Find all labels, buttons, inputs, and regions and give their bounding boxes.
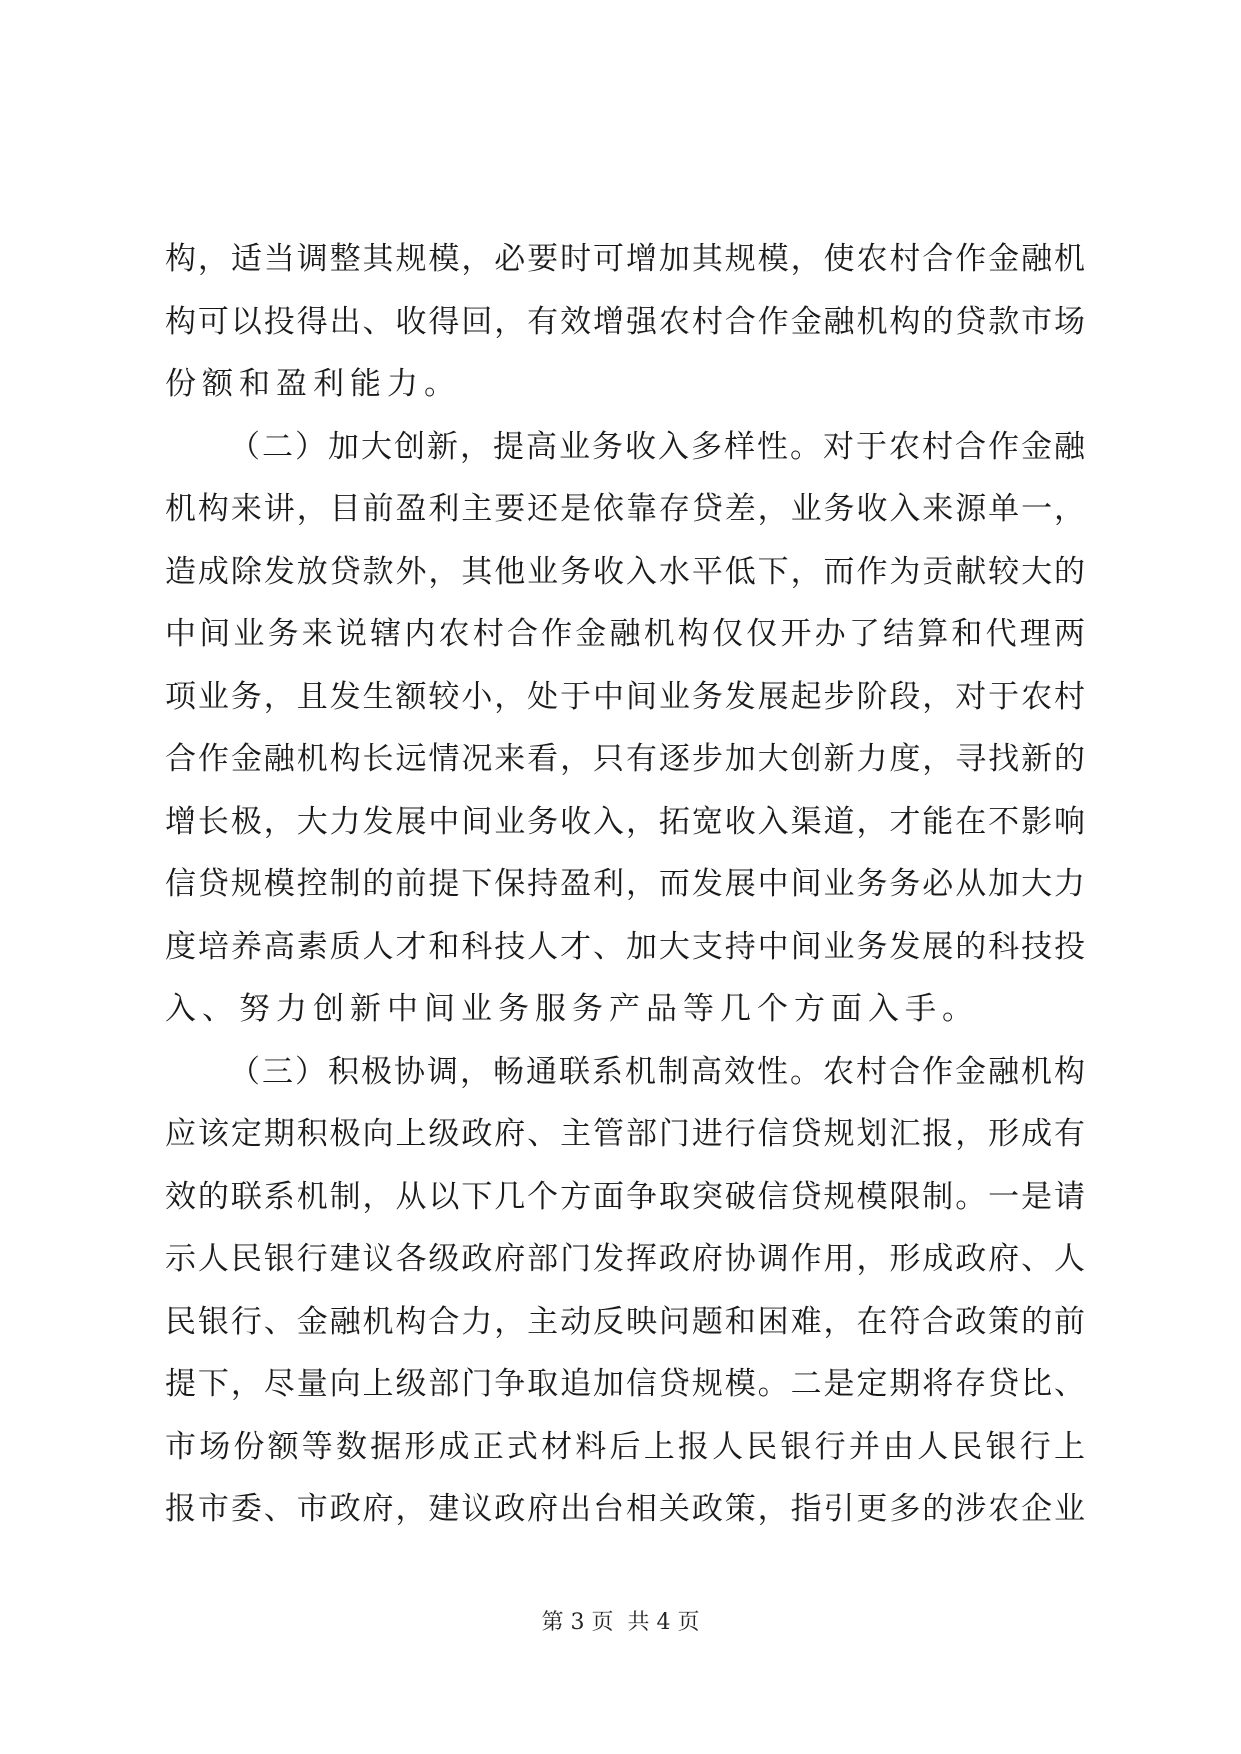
document-body xyxy=(165,228,1085,1541)
text-line: 构可以投得出、收得回，有效增强农村合作金融机构的贷款市场 xyxy=(165,303,1085,340)
text-line: 报市委、市政府，建议政府出台相关政策，指引更多的涉农企业 xyxy=(165,1491,1085,1527)
text-line: 信贷规模控制的前提下保持盈利，而发展中间业务务必从加大力 xyxy=(165,866,1085,902)
text-line: 份额和盈利能力。 xyxy=(165,366,461,402)
text-line: 应该定期积极向上级政府、主管部门进行信贷规划汇报，形成有 xyxy=(165,1116,1085,1152)
text-line: 合作金融机构长远情况来看，只有逐步加大创新力度，寻找新的 xyxy=(165,741,1085,777)
paragraph-heading-line: （二）加大创新，提高业务收入多样性。对于农村合作金融 xyxy=(229,428,1085,465)
text-line: 入、努力创新中间业务服务产品等几个方面入手。 xyxy=(165,991,979,1027)
text-line: 机构来讲，目前盈利主要还是依靠存贷差，业务收入来源单一， xyxy=(165,491,1085,527)
text-line: 增长极，大力发展中间业务收入，拓宽收入渠道，才能在不影响 xyxy=(165,803,1085,840)
text-line: 构，适当调整其规模，必要时可增加其规模，使农村合作金融机 xyxy=(165,241,1085,277)
page-number-label: 第 3 页 共 4 页 xyxy=(541,1610,700,1635)
paragraph-heading-line: （三）积极协调，畅通联系机制高效性。农村合作金融机构 xyxy=(229,1053,1085,1090)
text-line: 市场份额等数据形成正式材料后上报人民银行并由人民银行上 xyxy=(165,1428,1085,1465)
text-line: 度培养高素质人才和科技人才、加大支持中间业务发展的科技投 xyxy=(165,928,1085,965)
text-line: 示人民银行建议各级政府部门发挥政府协调作用，形成政府、人 xyxy=(165,1241,1085,1277)
text-line: 民银行、金融机构合力，主动反映问题和困难，在符合政策的前 xyxy=(165,1303,1085,1340)
text-line: 效的联系机制，从以下几个方面争取突破信贷规模限制。一是请 xyxy=(165,1178,1085,1215)
text-line: 中间业务来说辖内农村合作金融机构仅仅开办了结算和代理两 xyxy=(165,616,1085,652)
text-line: 造成除发放贷款外，其他业务收入水平低下，而作为贡献较大的 xyxy=(165,553,1085,590)
text-line: 提下，尽量向上级部门争取追加信贷规模。二是定期将存贷比、 xyxy=(165,1366,1085,1402)
text-line: 项业务，且发生额较小，处于中间业务发展起步阶段，对于农村 xyxy=(165,678,1085,715)
page-footer xyxy=(0,1608,1241,1638)
